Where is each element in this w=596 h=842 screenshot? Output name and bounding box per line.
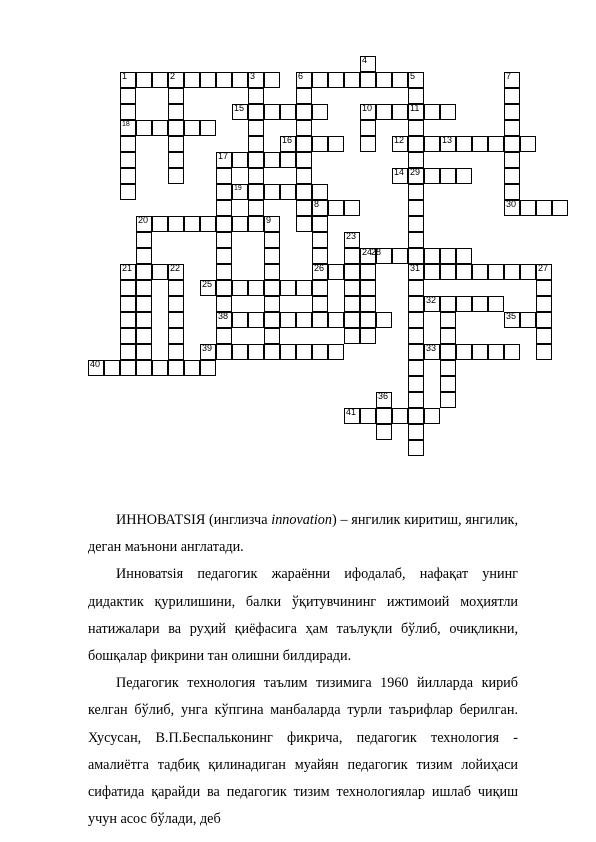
crossword-cell[interactable] — [360, 264, 376, 280]
crossword-cell[interactable] — [536, 312, 552, 328]
crossword-cell[interactable] — [248, 120, 264, 136]
clue-number: 24 — [362, 247, 373, 257]
crossword-cell[interactable] — [264, 312, 280, 328]
paragraph-innovation-definition: ИННОВАТSIЯ (инглизча innovation) – янгилик киритиш, янгилик, деган маънони англатади. — [88, 512, 518, 556]
crossword-cell[interactable] — [264, 248, 280, 264]
crossword-cell[interactable] — [248, 200, 264, 216]
crossword-cell[interactable] — [120, 280, 136, 296]
crossword-cell[interactable] — [248, 168, 264, 184]
crossword-cell[interactable] — [136, 248, 152, 264]
crossword-cell[interactable] — [344, 328, 360, 344]
crossword-cell[interactable] — [248, 136, 264, 152]
crossword-cell[interactable] — [312, 248, 328, 264]
clue-number: 26 — [314, 263, 325, 273]
crossword-cell[interactable] — [360, 328, 376, 344]
clue-number: 23 — [346, 231, 357, 241]
crossword-cell[interactable] — [264, 104, 280, 120]
crossword-cell[interactable] — [232, 216, 248, 232]
crossword-cell[interactable] — [328, 200, 344, 216]
crossword-cell[interactable] — [536, 328, 552, 344]
crossword-cell[interactable] — [520, 312, 536, 328]
crossword-cell[interactable] — [408, 216, 424, 232]
clue-number: 30 — [506, 199, 517, 209]
crossword-cell[interactable] — [312, 296, 328, 312]
crossword-cell[interactable] — [248, 104, 264, 120]
crossword-cell[interactable] — [248, 280, 264, 296]
crossword-cell[interactable] — [184, 72, 200, 88]
crossword-cell[interactable] — [184, 216, 200, 232]
crossword-cell[interactable] — [280, 280, 296, 296]
crossword-cell[interactable] — [120, 296, 136, 312]
crossword-cell[interactable] — [392, 408, 408, 424]
crossword-cell[interactable] — [200, 360, 216, 376]
crossword-cell[interactable] — [360, 312, 376, 328]
crossword-cell[interactable] — [136, 312, 152, 328]
crossword-cell[interactable] — [504, 136, 520, 152]
crossword-cell[interactable] — [408, 424, 424, 440]
clue-number: 32 — [426, 295, 437, 305]
crossword-cell[interactable] — [520, 200, 536, 216]
crossword-cell[interactable] — [312, 232, 328, 248]
crossword-cell[interactable] — [136, 360, 152, 376]
crossword-cell[interactable] — [280, 104, 296, 120]
crossword-cell[interactable] — [328, 344, 344, 360]
crossword-cell[interactable] — [408, 440, 424, 456]
crossword-cell[interactable] — [408, 136, 424, 152]
crossword-cell[interactable] — [360, 72, 376, 88]
crossword-cell[interactable] — [504, 104, 520, 120]
crossword-cell[interactable] — [200, 216, 216, 232]
crossword-cell[interactable] — [408, 120, 424, 136]
crossword-cell[interactable] — [408, 328, 424, 344]
clue-number: 7 — [506, 71, 512, 81]
crossword-cell[interactable] — [232, 280, 248, 296]
crossword-cell[interactable] — [120, 328, 136, 344]
clue-number: 25 — [202, 279, 213, 289]
crossword-cell[interactable] — [440, 344, 456, 360]
crossword-cell[interactable] — [424, 264, 440, 280]
crossword-cell[interactable] — [216, 72, 232, 88]
crossword-cell[interactable] — [504, 168, 520, 184]
crossword-cell[interactable] — [120, 344, 136, 360]
crossword-cell[interactable] — [232, 344, 248, 360]
crossword-cell[interactable] — [376, 408, 392, 424]
crossword-cell[interactable] — [392, 248, 408, 264]
crossword-cell[interactable] — [312, 104, 328, 120]
crossword-cell[interactable] — [328, 72, 344, 88]
clue-number: 21 — [122, 263, 133, 273]
crossword-cell[interactable] — [264, 72, 280, 88]
crossword-cell[interactable] — [168, 168, 184, 184]
crossword-cell[interactable] — [152, 216, 168, 232]
crossword-cell[interactable] — [264, 152, 280, 168]
crossword-cell[interactable] — [168, 360, 184, 376]
crossword-cell[interactable] — [216, 200, 232, 216]
crossword-cell[interactable] — [344, 312, 360, 328]
crossword-cell[interactable] — [152, 120, 168, 136]
crossword-cell[interactable] — [440, 392, 456, 408]
crossword-cell[interactable] — [408, 296, 424, 312]
crossword-cell[interactable] — [456, 168, 472, 184]
crossword-cell[interactable] — [296, 200, 312, 216]
crossword-cell[interactable] — [504, 152, 520, 168]
clue-number: 31 — [410, 263, 421, 273]
crossword-cell[interactable] — [152, 72, 168, 88]
clue-number: 36 — [378, 391, 389, 401]
crossword-cell[interactable] — [424, 408, 440, 424]
crossword-cell[interactable] — [328, 136, 344, 152]
crossword-cell[interactable] — [216, 328, 232, 344]
crossword-cell[interactable] — [232, 152, 248, 168]
crossword-cell[interactable] — [280, 344, 296, 360]
crossword-cell[interactable] — [488, 264, 504, 280]
clue-number: 41 — [346, 407, 357, 417]
clue-number: 10 — [362, 103, 373, 113]
crossword-cell[interactable] — [152, 264, 168, 280]
clue-number: 19 — [234, 185, 242, 192]
crossword-cell[interactable] — [168, 344, 184, 360]
crossword-cell[interactable] — [408, 200, 424, 216]
clue-number: 35 — [506, 311, 517, 321]
crossword-cell[interactable] — [408, 152, 424, 168]
crossword-cell[interactable] — [456, 248, 472, 264]
crossword-cell[interactable] — [200, 120, 216, 136]
crossword-cell[interactable] — [456, 264, 472, 280]
clue-number: 6 — [298, 71, 304, 81]
crossword-cell[interactable] — [136, 72, 152, 88]
crossword-cell[interactable] — [136, 280, 152, 296]
crossword-cell[interactable] — [376, 312, 392, 328]
crossword-cell[interactable] — [232, 72, 248, 88]
crossword-cell[interactable] — [296, 216, 312, 232]
crossword-cell[interactable] — [504, 344, 520, 360]
crossword-cell[interactable] — [232, 312, 248, 328]
crossword-cell[interactable] — [488, 296, 504, 312]
clue-number: 39 — [202, 343, 213, 353]
crossword-cell[interactable] — [360, 296, 376, 312]
clue-number: 28 — [371, 247, 382, 257]
crossword-cell[interactable] — [296, 312, 312, 328]
crossword-cell[interactable] — [408, 248, 424, 264]
crossword-cell[interactable] — [248, 312, 264, 328]
clue-number: 40 — [90, 359, 101, 369]
crossword-cell[interactable] — [248, 344, 264, 360]
clue-number: 3 — [250, 71, 256, 81]
clue-number: 8 — [314, 199, 320, 209]
document-text — [88, 507, 518, 833]
crossword-cell[interactable] — [120, 168, 136, 184]
crossword-cell[interactable] — [376, 424, 392, 440]
crossword-cell[interactable] — [296, 168, 312, 184]
crossword-cell[interactable] — [152, 360, 168, 376]
crossword-cell[interactable] — [216, 264, 232, 280]
crossword-cell[interactable] — [296, 136, 312, 152]
crossword-cell[interactable] — [120, 360, 136, 376]
clue-number: 13 — [442, 135, 453, 145]
crossword-cell[interactable] — [504, 88, 520, 104]
clue-number: 5 — [410, 71, 416, 81]
crossword-cell[interactable] — [248, 152, 264, 168]
crossword-cell[interactable] — [120, 152, 136, 168]
crossword-cell[interactable] — [168, 104, 184, 120]
crossword-cell[interactable] — [440, 360, 456, 376]
crossword-cell[interactable] — [488, 344, 504, 360]
crossword-cell[interactable] — [248, 216, 264, 232]
crossword-cell[interactable] — [136, 328, 152, 344]
crossword-cell[interactable] — [216, 280, 232, 296]
crossword-cell[interactable] — [168, 88, 184, 104]
crossword-cell[interactable] — [264, 184, 280, 200]
crossword-cell[interactable] — [536, 296, 552, 312]
crossword-cell[interactable] — [440, 376, 456, 392]
crossword-cell[interactable] — [296, 88, 312, 104]
crossword-cell[interactable] — [504, 184, 520, 200]
clue-number: 33 — [426, 343, 437, 353]
crossword-cell[interactable] — [344, 72, 360, 88]
crossword-cell[interactable] — [472, 344, 488, 360]
crossword-cell[interactable] — [376, 72, 392, 88]
crossword-cell[interactable] — [184, 360, 200, 376]
clue-number: 1 — [122, 71, 128, 81]
crossword-cell[interactable] — [264, 296, 280, 312]
crossword-cell[interactable] — [168, 152, 184, 168]
crossword-cell[interactable] — [472, 296, 488, 312]
crossword-cell[interactable] — [344, 280, 360, 296]
crossword-cell[interactable] — [536, 344, 552, 360]
clue-number: 4 — [362, 55, 368, 65]
crossword-cell[interactable] — [136, 344, 152, 360]
crossword-cell[interactable] — [296, 280, 312, 296]
crossword-cell[interactable] — [344, 200, 360, 216]
clue-number: 18 — [122, 121, 130, 128]
crossword-cell[interactable] — [264, 328, 280, 344]
crossword-cell[interactable] — [376, 104, 392, 120]
crossword-cell[interactable] — [120, 136, 136, 152]
crossword-cell[interactable] — [328, 264, 344, 280]
clue-number: 17 — [218, 151, 229, 161]
paragraph-pedagogical-technology: Педагогик технология таълим тизимига 1960 йилларда кириб келган бўлиб, унга кўпгина манбаларда турли таърифлар берилган. Хусусан, В.П.Беспальконинг фикрича, педагогик технология - амалиётга тадбиқ қилинадиган муайян педагогик тизим лойиҳаси сифатида қарайди ва педагогик тизим технологиялар ишлаб чиқиш учун асос бўлади, деб — [88, 675, 518, 828]
crossword-cell[interactable] — [440, 328, 456, 344]
crossword-cell[interactable] — [312, 216, 328, 232]
crossword-cell[interactable] — [552, 200, 568, 216]
crossword-cell[interactable] — [216, 232, 232, 248]
clue-number: 22 — [170, 263, 181, 273]
clue-number: 38 — [218, 311, 229, 321]
crossword-cell[interactable] — [168, 296, 184, 312]
crossword-cell[interactable] — [296, 344, 312, 360]
crossword-cell[interactable] — [408, 360, 424, 376]
crossword-cell[interactable] — [360, 120, 376, 136]
crossword-cell[interactable] — [440, 312, 456, 328]
crossword-cell[interactable] — [344, 296, 360, 312]
crossword-cell[interactable] — [296, 184, 312, 200]
crossword-cell[interactable] — [360, 280, 376, 296]
crossword-cell[interactable] — [360, 408, 376, 424]
crossword-cell[interactable] — [184, 120, 200, 136]
crossword-cell[interactable] — [312, 280, 328, 296]
crossword-cell[interactable] — [120, 312, 136, 328]
crossword-cell[interactable] — [392, 72, 408, 88]
crossword-cell[interactable] — [440, 248, 456, 264]
crossword-cell[interactable] — [408, 232, 424, 248]
crossword-cell[interactable] — [120, 104, 136, 120]
crossword-cell[interactable] — [440, 104, 456, 120]
crossword-cell[interactable] — [312, 344, 328, 360]
crossword-cell[interactable] — [408, 408, 424, 424]
crossword-cell[interactable] — [504, 120, 520, 136]
crossword-cell[interactable] — [216, 248, 232, 264]
crossword-cell[interactable] — [312, 184, 328, 200]
clue-number: 27 — [538, 263, 549, 273]
crossword-cell[interactable] — [248, 88, 264, 104]
crossword-cell[interactable] — [440, 168, 456, 184]
crossword-cell[interactable] — [408, 344, 424, 360]
crossword-cell[interactable] — [216, 168, 232, 184]
crossword-cell[interactable] — [200, 72, 216, 88]
crossword-cell[interactable] — [168, 216, 184, 232]
crossword-cell[interactable] — [136, 264, 152, 280]
clue-number: 15 — [234, 103, 245, 113]
clue-number: 14 — [394, 167, 405, 177]
clue-number: 2 — [170, 71, 176, 81]
clue-number: 16 — [282, 135, 293, 145]
clue-number: 11 — [410, 103, 420, 113]
crossword-cell[interactable] — [408, 280, 424, 296]
crossword-cell[interactable] — [248, 184, 264, 200]
clue-number: 12 — [394, 135, 405, 145]
crossword-cell[interactable] — [328, 312, 344, 328]
crossword-cell[interactable] — [120, 88, 136, 104]
clue-number: 20 — [138, 215, 149, 225]
crossword-cell[interactable] — [456, 344, 472, 360]
crossword-cell[interactable] — [392, 104, 408, 120]
crossword-cell[interactable] — [440, 296, 456, 312]
crossword-cell[interactable] — [264, 280, 280, 296]
crossword-cell[interactable] — [216, 296, 232, 312]
crossword-cell[interactable] — [536, 280, 552, 296]
paragraph-innovation-pedagogy: Инноватsiя педагогик жараённи ифодалаб, нафақат унинг дидактик қурилишини, балки ўқитувчининг ижтимоий моҳиятли натижалари ва руҳий қиёфасига ҳам таълуқли бўлиб, очиқликни, бошқалар фикрини тан олишни билдиради. — [88, 566, 518, 665]
clue-number: 29 — [410, 167, 421, 177]
crossword-cell[interactable] — [424, 248, 440, 264]
crossword-cell[interactable] — [312, 136, 328, 152]
crossword-cell[interactable] — [424, 104, 440, 120]
crossword-cell[interactable] — [424, 168, 440, 184]
crossword-cell[interactable] — [280, 312, 296, 328]
crossword-cell[interactable] — [456, 136, 472, 152]
crossword-cell[interactable] — [296, 104, 312, 120]
crossword-cell[interactable] — [168, 136, 184, 152]
crossword-cell[interactable] — [312, 72, 328, 88]
crossword-cell[interactable] — [360, 136, 376, 152]
crossword-cell[interactable] — [408, 376, 424, 392]
crossword-cell[interactable] — [408, 88, 424, 104]
crossword-cell[interactable] — [312, 312, 328, 328]
crossword-cell[interactable] — [472, 136, 488, 152]
crossword-cell[interactable] — [424, 136, 440, 152]
crossword-cell[interactable] — [168, 120, 184, 136]
crossword-cell[interactable] — [488, 136, 504, 152]
crossword-cell[interactable] — [520, 264, 536, 280]
crossword-cell[interactable] — [456, 296, 472, 312]
crossword-cell[interactable] — [344, 248, 360, 264]
crossword-cell[interactable] — [136, 120, 152, 136]
crossword-cell[interactable] — [408, 312, 424, 328]
crossword-cell[interactable] — [440, 264, 456, 280]
crossword-cell[interactable] — [168, 328, 184, 344]
crossword-cell[interactable] — [296, 120, 312, 136]
crossword-cell[interactable] — [344, 264, 360, 280]
crossword-cell[interactable] — [136, 296, 152, 312]
crossword-cell[interactable] — [120, 184, 136, 200]
crossword-cell[interactable] — [168, 280, 184, 296]
crossword-cell[interactable] — [264, 232, 280, 248]
crossword-cell[interactable] — [216, 184, 232, 200]
crossword-cell[interactable] — [168, 312, 184, 328]
crossword-cell[interactable] — [264, 264, 280, 280]
crossword-cell[interactable] — [216, 344, 232, 360]
clue-number: 9 — [266, 215, 272, 225]
crossword-cell[interactable] — [472, 264, 488, 280]
crossword-cell[interactable] — [536, 200, 552, 216]
crossword-cell[interactable] — [104, 360, 120, 376]
crossword-cell[interactable] — [408, 184, 424, 200]
crossword-cell[interactable] — [280, 184, 296, 200]
crossword-cell[interactable] — [296, 152, 312, 168]
crossword-cell[interactable] — [264, 344, 280, 360]
crossword-cell[interactable] — [408, 392, 424, 408]
crossword-cell[interactable] — [520, 136, 536, 152]
crossword-cell[interactable] — [136, 232, 152, 248]
crossword-cell[interactable] — [280, 152, 296, 168]
crossword-cell[interactable] — [504, 264, 520, 280]
crossword-cell[interactable] — [216, 216, 232, 232]
